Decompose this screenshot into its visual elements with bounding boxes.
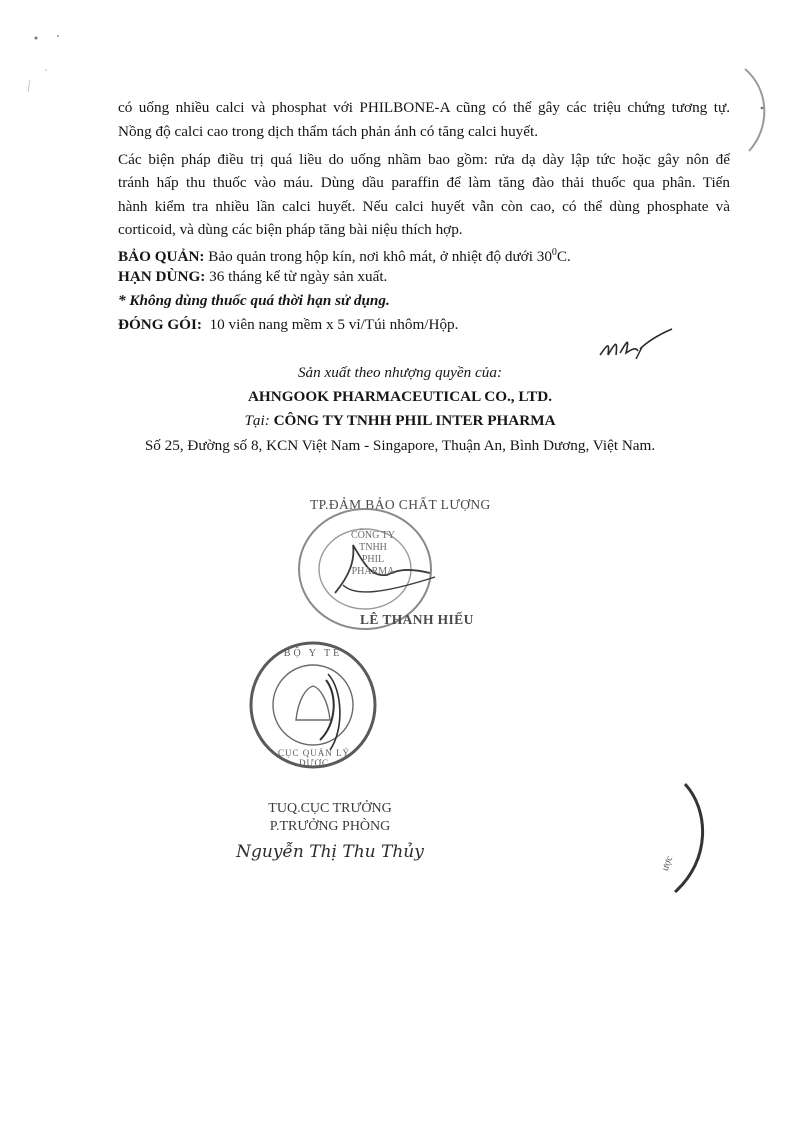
director-name: Nguyễn Thị Thu Thủy	[236, 842, 424, 862]
stamp-line-3: PHIL	[361, 554, 385, 565]
body-line-2: Nồng độ calci cao trong dịch thẩm tách phản ánh có tăng calci huyết.	[118, 123, 539, 140]
ministry-stamp-bottom: CỤC QUẢN LÝ DƯỢC	[277, 748, 350, 768]
qa-name: LÊ THANH HIẾU	[360, 612, 474, 627]
storage-degree: 0	[551, 247, 557, 258]
expiry-label: HẠN DÙNG:	[118, 268, 206, 285]
expiry-text: 36 tháng kể từ ngày sản xuất.	[205, 268, 388, 285]
warning-line: * Không dùng thuốc quá thời hạn sử dụng.	[118, 292, 390, 309]
body-line-5: hành kiểm tra nhiều lần calci huyết. Nếu calci huyết vẫn còn cao, có thể dùng phosphate và	[118, 198, 730, 215]
stamp-line-1: CÔNG TY	[351, 530, 395, 541]
ministry-stamp-top: BỘ Y TẾ	[283, 648, 343, 659]
stamp-line-4: PHARMA	[351, 566, 395, 577]
body-line-4: tránh hấp thu thuốc vào máu. Dùng dầu paraffin để làm tăng đào thải thuốc qua phân. Tiến	[118, 174, 730, 191]
storage-label: BẢO QUẢN:	[118, 248, 205, 266]
body-line-1: có uống nhiều calci và phosphat với PHILBONE-A cũng có thể gây các triệu chứng tương tự.	[118, 99, 730, 116]
body-line-6: corticoid, và dùng các biện pháp tăng bài niệu thích hợp.	[118, 221, 463, 238]
storage-unit: C.	[556, 248, 571, 266]
qa-title: TP.ĐẢM BẢO CHẤT LƯỢNG	[310, 497, 491, 512]
body-line-3: Các biện pháp điều trị quá liều do uống nhầm bao gồm: rửa dạ dày lập tức hoặc gây nôn để	[118, 151, 730, 168]
manufacturer-at-company: CÔNG TY TNHH PHIL INTER PHARMA	[269, 412, 556, 429]
director-title-2: P.TRƯỞNG PHÒNG	[269, 819, 391, 834]
manufacturer-at-label: Tại:	[244, 412, 270, 429]
manufacturer-intro: Sản xuất theo nhượng quyền của:	[297, 364, 503, 381]
director-title-1: TUQ.CỤC TRƯỞNG	[268, 801, 392, 816]
margin-stamp-text: ược	[659, 854, 676, 873]
manufacturer-address: Số 25, Đường số 8, KCN Việt Nam - Singapore, Thuận An, Bình Dương, Việt Nam.	[144, 437, 656, 454]
manufacturer-company: AHNGOOK PHARMACEUTICAL CO., LTD.	[247, 388, 553, 405]
storage-text: Bảo quản trong hộp kín, nơi khô mát, ở nhiệt độ dưới 30	[204, 248, 552, 266]
stamp-line-2: TNHH	[359, 542, 387, 553]
packing-label: ĐÓNG GÓI:	[118, 316, 202, 333]
packing-text: 10 viên nang mềm x 5 vỉ/Túi nhôm/Hộp.	[201, 316, 459, 333]
